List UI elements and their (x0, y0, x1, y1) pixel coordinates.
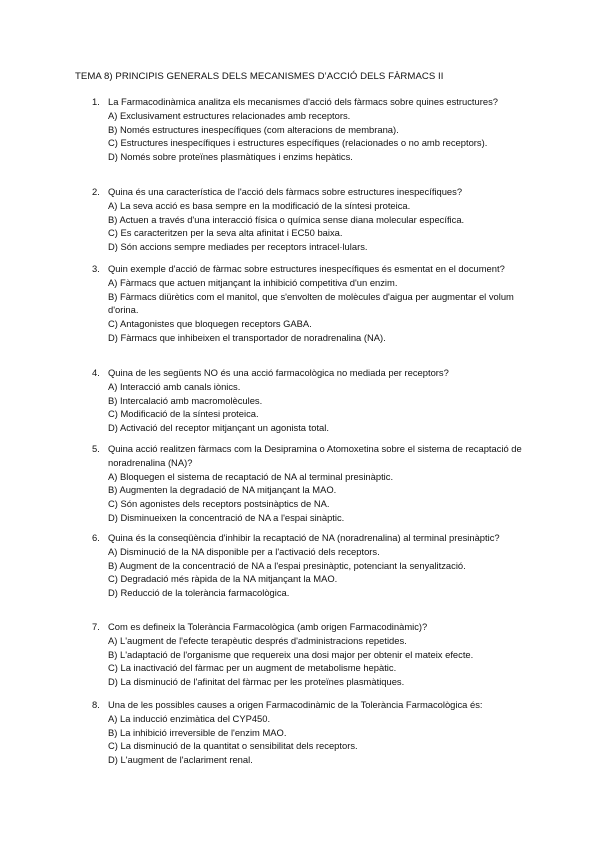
answer-option: C) Degradació més ràpida de la NA mitjançant la MAO. (108, 573, 338, 585)
question-stem: Quina és la conseqüència d'inhibir la recaptació de NA (noradrenalina) al terminal presinàptic? (108, 532, 500, 543)
question-number: 7. (92, 621, 100, 632)
answer-option: D) Només sobre proteïnes plasmàtiques i enzims hepàtics. (108, 151, 353, 163)
answer-option: D) L'augment de l'aclariment renal. (108, 754, 253, 766)
answer-option: A) Exclusivament estructures relacionades amb receptors. (108, 109, 351, 121)
question-stem: Una de les possibles causes a origen Farmacodinàmic de la Tolerància Farmacològica és: (108, 699, 483, 710)
question-1 (92, 95, 532, 164)
question-4 (92, 366, 532, 435)
question-stem: Quina és una característica de l'acció dels fàrmacs sobre estructures inespecífiques? (108, 186, 463, 197)
answer-option: C) La inactivació del fàrmac per un augment de metabolisme hepàtic. (108, 662, 397, 674)
answer-option: A) La seva acció es basa sempre en la modificació de la síntesi proteica. (108, 199, 411, 211)
question-number: 1. (92, 96, 100, 107)
answer-option: D) Reducció de la tolerància farmacològica. (108, 587, 290, 599)
answer-option: B) Actuen a través d'una interacció física o química sense diana molecular específica. (108, 213, 465, 225)
question-number: 4. (92, 367, 100, 378)
question-number: 3. (92, 263, 100, 274)
answer-option: D) Són accions sempre mediades per receptors intracel·lulars. (108, 241, 368, 253)
answer-option: A) La inducció enzimàtica del CYP450. (108, 712, 271, 724)
answer-option: A) Bloquegen el sistema de recaptació de NA al terminal presinàptic. (108, 470, 394, 482)
answer-option: C) Es caracteritzen per la seva alta afinitat i EC50 baixa. (108, 227, 343, 239)
answer-option: B) L'adaptació de l'organisme que requereix una dosi major per obtenir el mateix efecte. (108, 648, 474, 660)
answer-option: B) Augmenten la degradació de NA mitjançant la MAO. (108, 484, 337, 496)
answer-option: B) Intercalació amb macromolècules. (108, 394, 263, 406)
question-7 (92, 620, 532, 689)
answer-option: D) Activació del receptor mitjançant un agonista total. (108, 422, 329, 434)
answer-option: C) Antagonistes que bloquegen receptors GABA. (108, 318, 312, 330)
question-3 (92, 262, 532, 345)
question-number: 6. (92, 532, 100, 543)
answer-option: B) Augment de la concentració de NA a l'espai presinàptic, potenciant la senyalització. (108, 559, 466, 571)
question-stem: Quin exemple d'acció de fàrmac sobre estructures inespecífiques és esmentat en el document? (108, 263, 505, 274)
question-5 (92, 442, 532, 525)
answer-option: B) La inhibició irreversible de l'enzim MAO. (108, 726, 287, 738)
question-2 (92, 185, 532, 254)
question-number: 5. (92, 443, 100, 454)
question-number: 8. (92, 699, 100, 710)
answer-option: C) La disminució de la quantitat o sensibilitat dels receptors. (108, 740, 358, 752)
question-8 (92, 698, 532, 767)
question-6 (92, 531, 532, 600)
answer-option: D) La disminució de l'afinitat del fàrmac per les proteïnes plasmàtiques. (108, 676, 405, 688)
answer-option: A) Fàrmacs que actuen mitjançant la inhibició competitiva d'un enzim. (108, 276, 398, 288)
answer-option: B) Fàrmacs diürètics com el manitol, que s'envolten de molècules d'aigua per augmentar el volum d'orina. (108, 290, 514, 316)
answer-option: A) Interacció amb canals iònics. (108, 380, 241, 392)
question-stem: Quina de les següents NO és una acció farmacològica no mediada per receptors? (108, 367, 449, 378)
answer-option: C) Modificació de la síntesi proteica. (108, 408, 259, 420)
question-stem: Com es defineix la Tolerància Farmacològica (amb origen Farmacodinàmic)? (108, 621, 428, 632)
answer-option: C) Són agonistes dels receptors postsinàptics de NA. (108, 498, 330, 510)
answer-option: A) L'augment de l'efecte terapèutic després d'administracions repetides. (108, 634, 407, 646)
answer-option: D) Fàrmacs que inhibeixen el transportador de noradrenalina (NA). (108, 331, 386, 343)
answer-option: A) Disminució de la NA disponible per a l'activació dels receptors. (108, 545, 380, 557)
answer-option: D) Disminueixen la concentració de NA a l'espai sinàptic. (108, 511, 345, 523)
question-number: 2. (92, 186, 100, 197)
document-title: TEMA 8) PRINCIPIS GENERALS DELS MECANISMES D’ACCIÓ DELS FÀRMACS II (75, 71, 444, 82)
question-stem: Quina acció realitzen fàrmacs com la Desipramina o Atomoxetina sobre el sistema de recaptació de noradrenalina (NA)? (108, 443, 522, 468)
question-stem: La Farmacodinàmica analitza els mecanismes d'acció dels fàrmacs sobre quines estructures? (108, 96, 498, 107)
answer-option: B) Només estructures inespecífiques (com alteracions de membrana). (108, 123, 399, 135)
answer-option: C) Estructures inespecífiques i estructures específiques (relacionades o no amb receptors). (108, 137, 488, 149)
